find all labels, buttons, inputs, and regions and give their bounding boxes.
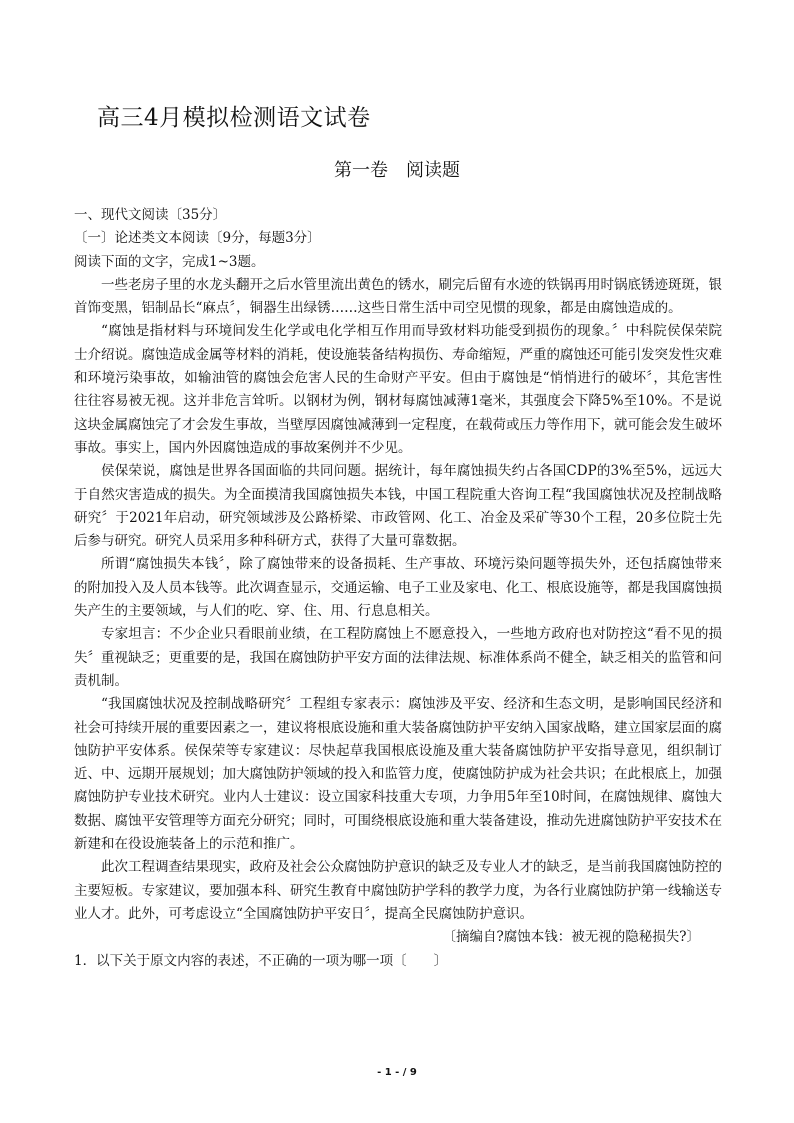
reading-instruction: 阅读下面的文字，完成1~3题。 xyxy=(74,253,265,270)
page-number: - 1 - / 9 xyxy=(377,1067,417,1078)
paragraph: 侯保荣说，腐蚀是世界各国面临的共同问题。据统计，每年腐蚀损失约占各国CDP的3%至5%，远远大于自然灾害造成的损失。为全面摸清我国腐蚀损失本钱，中国工程院重大咨询工程“我国腐蚀状况及控制战略研究〞于2021年启动，研究领域涉及公路桥梁、市政管网、化工、冶金及采矿等30个工程，20多位院士先后参与研究。研究人员采用多种科研方式，获得了大量可靠数据。 xyxy=(74,463,722,550)
paragraph: 所谓“腐蚀损失本钱〞，除了腐蚀带来的设备损耗、生产事故、环境污染问题等损失外，还包括腐蚀带来的附加投入及人员本钱等。此次调查显示，交通运输、电子工业及家电、化工、根底设施等，都是我国腐蚀损失产生的主要领域，与人们的吃、穿、住、用、行息息相关。 xyxy=(74,556,722,620)
section-title: 第一卷 阅读题 xyxy=(334,160,460,181)
document-body xyxy=(74,204,722,973)
paragraph: “腐蚀是指材料与环境间发生化学或电化学相互作用而导致材料功能受到损伤的现象。〞中科院侯保荣院士介绍说。腐蚀造成金属等材料的消耗，使设施装备结构损伤、寿命缩短，严重的腐蚀还可能引发突发性灾难和环境污染事故，如输油管的腐蚀会危害人民的生命财产平安。但由于腐蚀是“悄悄进行的破坏〞，其危害性往往容易被无视。这并非危言耸听。以钢材为例，钢材每腐蚀减薄1毫米，其强度会下降5%至10%。不是说这块金属腐蚀完了才会发生事故，当壁厚因腐蚀减薄到一定程度，在载荷或压力等作用下，就可能会发生破坏事故。事实上，国内外因腐蚀造成的事故案例并不少见。 xyxy=(74,323,722,456)
source-citation: 〔摘编自?腐蚀本钱：被无视的隐秘损失?〕 xyxy=(442,929,700,946)
paragraph: 一些老房子里的水龙头翻开之后水管里流出黄色的锈水，刷完后留有水迹的铁锅再用时锅底锈迹斑斑，银首饰变黑，铝制品长“麻点〞，铜器生出绿锈……这些日常生活中司空见惯的现象，都是由腐蚀造成的。 xyxy=(74,276,722,317)
paragraph: “我国腐蚀状况及控制战略研究〞工程组专家表示：腐蚀涉及平安、经济和生态文明，是影响国民经济和社会可持续开展的重要因素之一，建议将根底设施和重大装备腐蚀防护平安纳入国家战略，建立国家层面的腐蚀防护平安体系。侯保荣等专家建议：尽快起草我国根底设施及重大装备腐蚀防护平安指导意见，组织制订近、中、远期开展规划；加大腐蚀防护领域的投入和监管力度，使腐蚀防护成为社会共识；在此根底上，加强腐蚀防护专业技术研究。业内人士建议：设立国家科技重大专项，力争用5年至10时间，在腐蚀规律、腐蚀大数据、腐蚀平安管理等方面充分研究；同时，可围绕根底设施和重大装备建设，推动先进腐蚀防护平安技术在新建和在役设施装备上的示范和推广。 xyxy=(74,696,722,853)
part-heading: 一、现代文阅读〔35分〕 xyxy=(74,207,227,223)
question-1: 1．以下关于原文内容的表述，不正确的一项为哪一项〔 〕 xyxy=(74,952,448,969)
subpart-heading: 〔一〕论述类文本阅读〔9分，每题3分〕 xyxy=(74,230,321,247)
document-title: 高三4月模拟检测语文试卷 xyxy=(97,105,371,131)
paragraph: 此次工程调查结果现实，政府及社会公众腐蚀防护意识的缺乏及专业人才的缺乏，是当前我国腐蚀防控的主要短板。专家建议，要加强本科、研究生教育中腐蚀防护学科的教学力度，为各行业腐蚀防护第一线输送专业人才。此外，可考虑设立“全国腐蚀防护平安日〞，提高全民腐蚀防护意识。 xyxy=(74,859,722,922)
paragraph: 专家坦言：不少企业只看眼前业绩，在工程防腐蚀上不愿意投入，一些地方政府也对防控这“看不见的损失〞重视缺乏；更重要的是，我国在腐蚀防护平安方面的法律法规、标准体系尚不健全，缺乏相关的监管和问责机制。 xyxy=(74,626,722,689)
